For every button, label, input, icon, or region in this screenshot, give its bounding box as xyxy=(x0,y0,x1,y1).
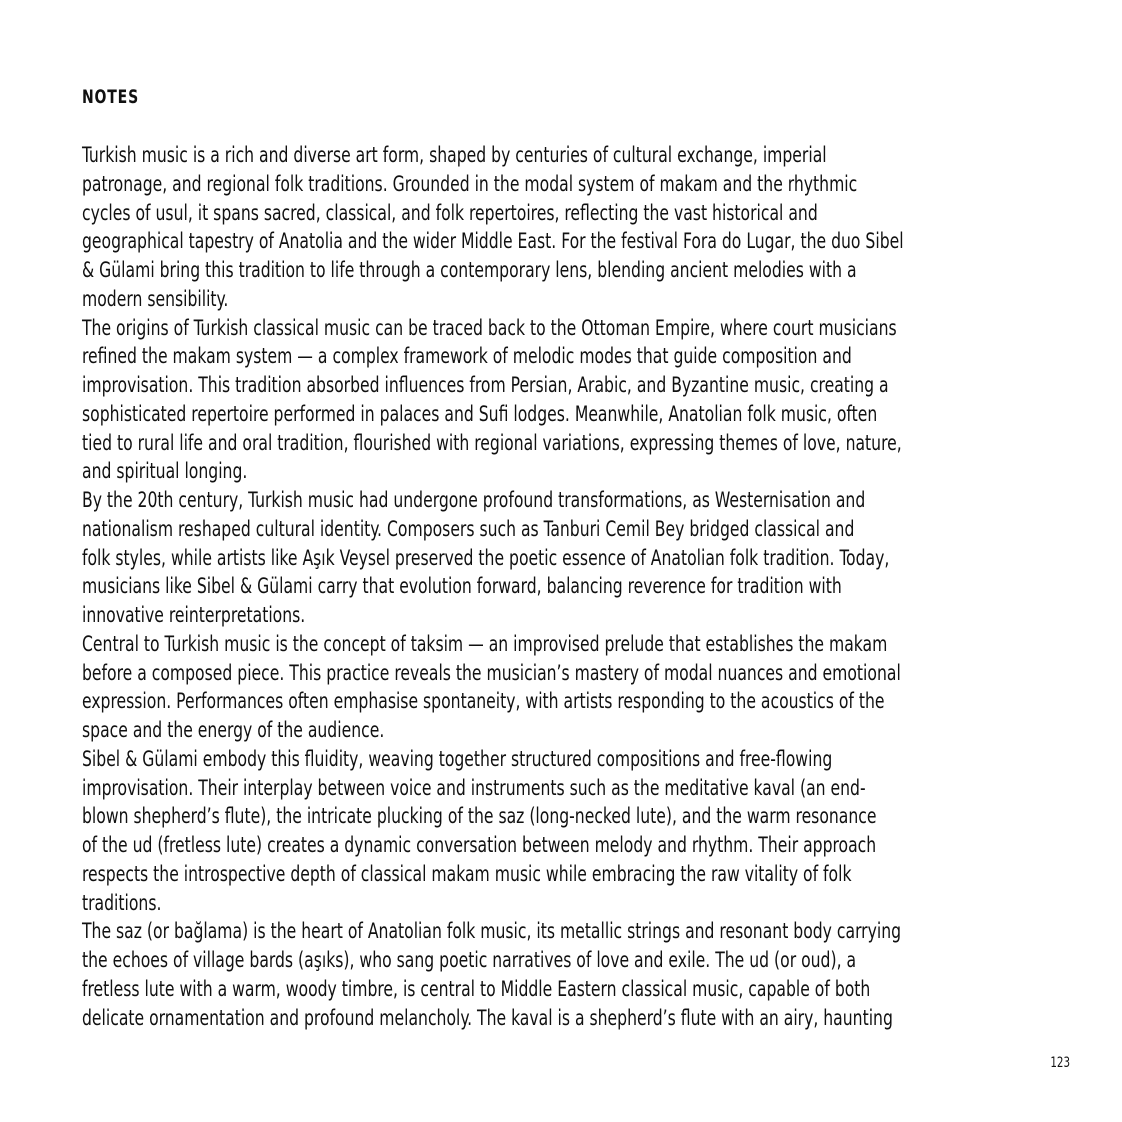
text-line: of the ud (fretless lute) creates a dynamic conversation between melody and rhythm. Their approach xyxy=(82,833,877,858)
text-line: folk styles, while artists like Aşık Veysel preserved the poetic essence of Anatolian folk tradition. Today, xyxy=(82,545,890,571)
text-line: traditions. xyxy=(82,890,162,916)
text-line: fretless lute with a warm, woody timbre, is central to Middle Eastern classical music, capable of both xyxy=(82,976,871,1002)
text-line: & Gülami bring this tradition to life through a contemporary lens, blending ancient melodies with a xyxy=(82,258,857,283)
paragraph xyxy=(82,142,1035,315)
text-line: expression. Performances often emphasise spontaneity, with artists responding to the acoustics of the xyxy=(82,689,885,715)
text-line: nationalism reshaped cultural identity. Composers such as Tanburi Cemil Bey bridged classical and xyxy=(82,516,855,542)
text-line: improvisation. Their interplay between voice and instruments such as the meditative kaval (an end- xyxy=(82,775,866,801)
text-line: blown shepherd’s flute), the intricate plucking of the saz (long-necked lute), and the warm resonance xyxy=(82,804,877,830)
text-line: modern sensibility. xyxy=(82,286,229,312)
text-line: cycles of usul, it spans sacred, classical, and folk repertoires, reflecting the vast historical and xyxy=(82,200,818,226)
text-line: The origins of Turkish classical music can be traced back to the Ottoman Empire, where court musicians xyxy=(82,315,897,341)
text-line: and spiritual longing. xyxy=(82,459,248,485)
paragraph xyxy=(82,746,1035,919)
paragraph xyxy=(82,487,1035,631)
text-line: geographical tapestry of Anatolia and the wider Middle East. For the festival Fora do Lugar, the duo Sibel xyxy=(82,229,904,255)
text-line: The saz (or bağlama) is the heart of Anatolian folk music, its metallic strings and resonant body carrying xyxy=(82,919,902,945)
body-text xyxy=(82,142,1035,1033)
text-line: musicians like Sibel & Gülami carry that evolution forward, balancing reverence for tradition with xyxy=(82,574,842,600)
text-line: innovative reinterpretations. xyxy=(82,603,306,628)
paragraph xyxy=(82,918,1035,1033)
paragraph xyxy=(82,631,1035,746)
text-line: Turkish music is a rich and diverse art form, shaped by centuries of cultural exchange, imperial xyxy=(82,143,827,168)
text-line: improvisation. This tradition absorbed influences from Persian, Arabic, and Byzantine music, creating a xyxy=(82,373,889,398)
text-line: Sibel & Gülami embody this fluidity, weaving together structured compositions and free-flowing xyxy=(82,746,833,772)
text-line: delicate ornamentation and profound melancholy. The kaval is a shepherd’s flute with an airy, haunting xyxy=(82,1005,893,1031)
text-line: before a composed piece. This practice reveals the musician’s mastery of modal nuances and emotional xyxy=(82,660,901,686)
page-number: 123 xyxy=(1050,1055,1070,1071)
paragraph xyxy=(82,315,1035,488)
text-line: respects the introspective depth of classical makam music while embracing the raw vitality of folk xyxy=(82,861,852,887)
text-line: refined the makam system — a complex framework of melodic modes that guide composition and xyxy=(82,344,852,370)
text-line: Central to Turkish music is the concept of taksim — an improvised prelude that establishes the makam xyxy=(82,631,888,657)
text-line: patronage, and regional folk traditions. Grounded in the modal system of makam and the rhythmic xyxy=(82,171,858,197)
text-line: space and the energy of the audience. xyxy=(82,718,385,743)
text-line: By the 20th century, Turkish music had undergone profound transformations, as Westernisation and xyxy=(82,488,866,513)
text-line: sophisticated repertoire performed in palaces and Sufi lodges. Meanwhile, Anatolian folk music, often xyxy=(82,401,878,427)
text-line: the echoes of village bards (aşıks), who sang poetic narratives of love and exile. The ud (or oud), a xyxy=(82,948,857,973)
page-heading: NOTES xyxy=(82,86,139,108)
text-line: tied to rural life and oral tradition, flourished with regional variations, expressing themes of love, nature, xyxy=(82,430,902,456)
